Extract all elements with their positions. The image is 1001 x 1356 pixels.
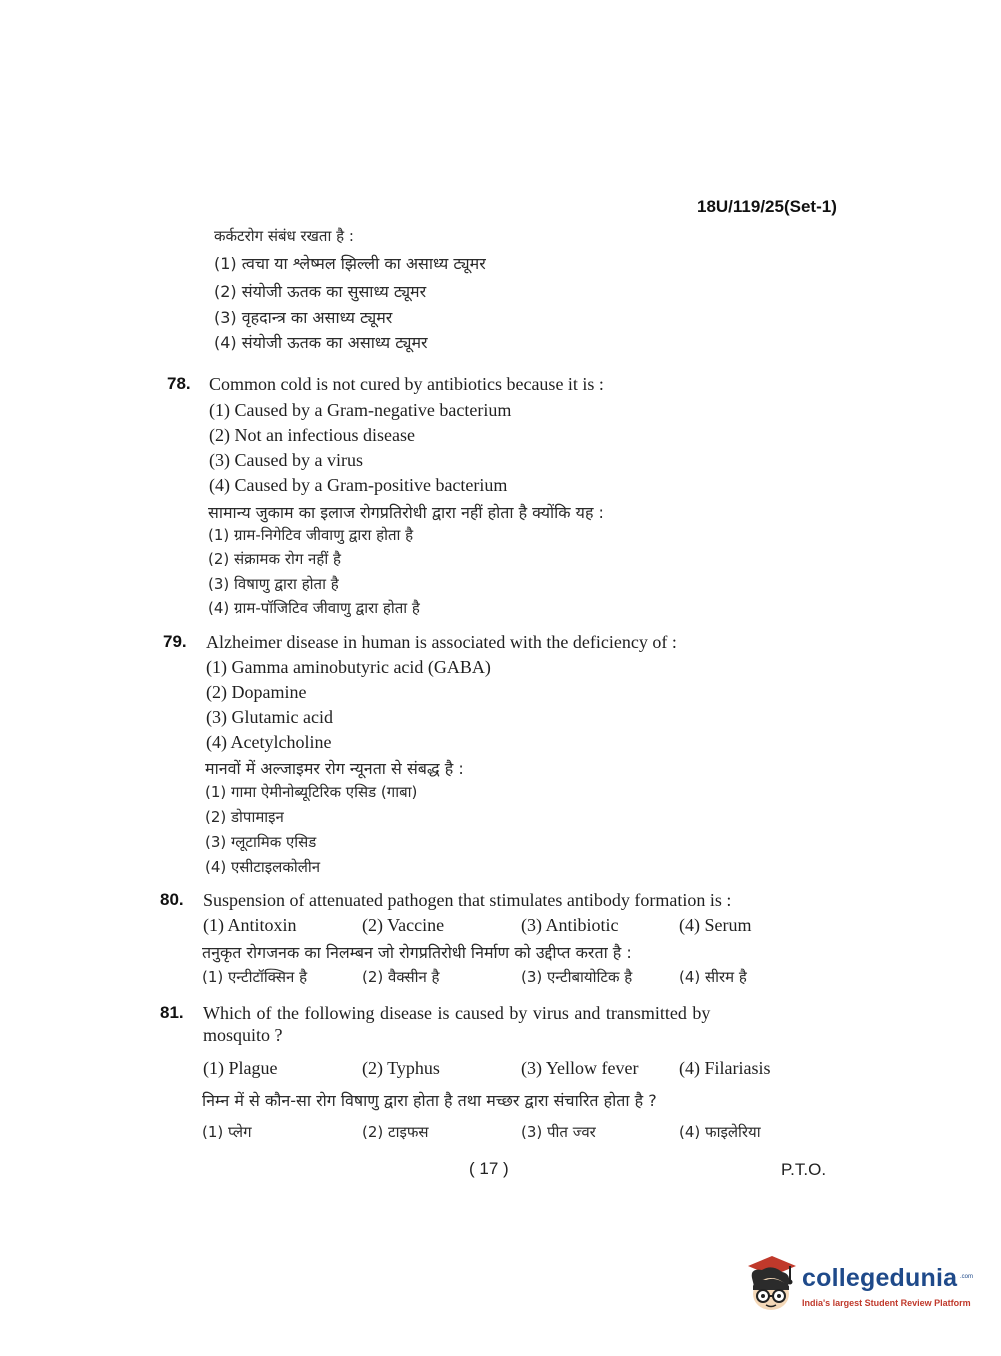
q77-hindi-option-1: (1) त्वचा या श्लेष्मल झिल्ली का असाध्य ट्यूमर — [214, 254, 486, 273]
pto-label: P.T.O. — [781, 1160, 827, 1179]
q80-stem-hi: तनुकृत रोगजनक का निलम्बन जो रोगप्रतिरोधी निर्माण को उद्दीप्त करता है : — [202, 943, 632, 962]
q81-option-en-2: (2) Typhus — [362, 1058, 440, 1078]
q80-option-hi-2: (2) वैक्सीन है — [362, 968, 440, 986]
q80-stem-en: Suspension of attenuated pathogen that stimulates antibody formation is : — [203, 890, 732, 910]
q80-option-en-1: (1) Antitoxin — [203, 915, 297, 935]
q79-option-hi-4: (4) एसीटाइलकोलीन — [205, 858, 321, 876]
q79-stem-hi: मानवों में अल्जाइमर रोग न्यूनता से संबद्ध है : — [205, 759, 464, 778]
q79-number: 79. — [163, 632, 187, 651]
q77-hindi-stem: कर्कटरोग संबंध रखता है : — [214, 227, 354, 245]
q79-option-en-3: (3) Glutamic acid — [206, 707, 333, 727]
q79-option-hi-3: (3) ग्लूटामिक एसिड — [205, 833, 317, 851]
graduate-mascot-icon — [742, 1252, 800, 1316]
logo-wordmark: collegedunia — [802, 1264, 958, 1292]
q81-option-hi-2: (2) टाइफस — [362, 1123, 429, 1141]
q77-hindi-option-3: (3) वृहदान्त्र का असाध्य ट्यूमर — [214, 308, 393, 327]
q78-option-hi-4: (4) ग्राम-पॉजिटिव जीवाणु द्वारा होता है — [208, 599, 420, 617]
q80-number: 80. — [160, 890, 184, 909]
q81-option-en-4: (4) Filariasis — [679, 1058, 771, 1078]
q81-option-hi-1: (1) प्लेग — [202, 1123, 252, 1141]
q80-option-en-3: (3) Antibiotic — [521, 915, 619, 935]
q78-option-en-2: (2) Not an infectious disease — [209, 425, 415, 445]
q79-option-en-1: (1) Gamma aminobutyric acid (GABA) — [206, 657, 491, 677]
q81-stem-en-line1: Which of the following disease is caused by virus and transmitted by — [203, 1003, 711, 1023]
q78-option-hi-3: (3) विषाणु द्वारा होता है — [208, 575, 339, 593]
q81-option-hi-4: (4) फाइलेरिया — [679, 1123, 761, 1141]
q80-option-hi-3: (3) एन्टीबायोटिक है — [521, 968, 633, 986]
q78-number: 78. — [167, 374, 191, 393]
q81-option-en-3: (3) Yellow fever — [521, 1058, 639, 1078]
q80-option-hi-4: (4) सीरम है — [679, 968, 747, 986]
q77-hindi-option-2: (2) संयोजी ऊतक का सुसाध्य ट्यूमर — [214, 282, 427, 301]
q81-option-en-1: (1) Plague — [203, 1058, 278, 1078]
q78-option-en-3: (3) Caused by a virus — [209, 450, 363, 470]
q81-number: 81. — [160, 1003, 184, 1022]
q81-option-hi-3: (3) पीत ज्वर — [521, 1123, 596, 1141]
q78-stem-en: Common cold is not cured by antibiotics because it is : — [209, 374, 604, 394]
q77-hindi-option-4: (4) संयोजी ऊतक का असाध्य ट्यूमर — [214, 333, 428, 352]
q78-option-en-1: (1) Caused by a Gram-negative bacterium — [209, 400, 512, 420]
page-number: ( 17 ) — [469, 1159, 509, 1178]
q79-option-en-2: (2) Dopamine — [206, 682, 307, 702]
q79-option-en-4: (4) Acetylcholine — [206, 732, 332, 752]
q79-stem-en: Alzheimer disease in human is associated with the deficiency of : — [206, 632, 677, 652]
q80-option-hi-1: (1) एन्टीटॉक्सिन है — [202, 968, 308, 986]
q80-option-en-4: (4) Serum — [679, 915, 752, 935]
q78-stem-hi: सामान्य जुकाम का इलाज रोगप्रतिरोधी द्वारा नहीं होता है क्योंकि यह : — [208, 503, 604, 522]
q79-option-hi-1: (1) गामा ऐमीनोब्यूटिरिक एसिड (गाबा) — [205, 783, 418, 801]
q78-option-en-4: (4) Caused by a Gram-positive bacterium — [209, 475, 508, 495]
collegedunia-logo — [742, 1248, 972, 1320]
q78-option-hi-1: (1) ग्राम-निगेटिव जीवाणु द्वारा होता है — [208, 526, 414, 544]
paper-code: 18U/119/25(Set-1) — [697, 197, 837, 216]
q78-option-hi-2: (2) संक्रामक रोग नहीं है — [208, 550, 341, 568]
logo-tagline: India's largest Student Review Platform — [802, 1298, 971, 1308]
q80-option-en-2: (2) Vaccine — [362, 915, 445, 935]
q81-stem-hi: निम्न में से कौन-सा रोग विषाणु द्वारा होता है तथा मच्छर द्वारा संचारित होता है ? — [202, 1091, 657, 1110]
q81-stem-en-line2: mosquito ? — [203, 1025, 283, 1045]
logo-domain-suffix: .com — [960, 1274, 974, 1280]
q79-option-hi-2: (2) डोपामाइन — [205, 808, 284, 826]
